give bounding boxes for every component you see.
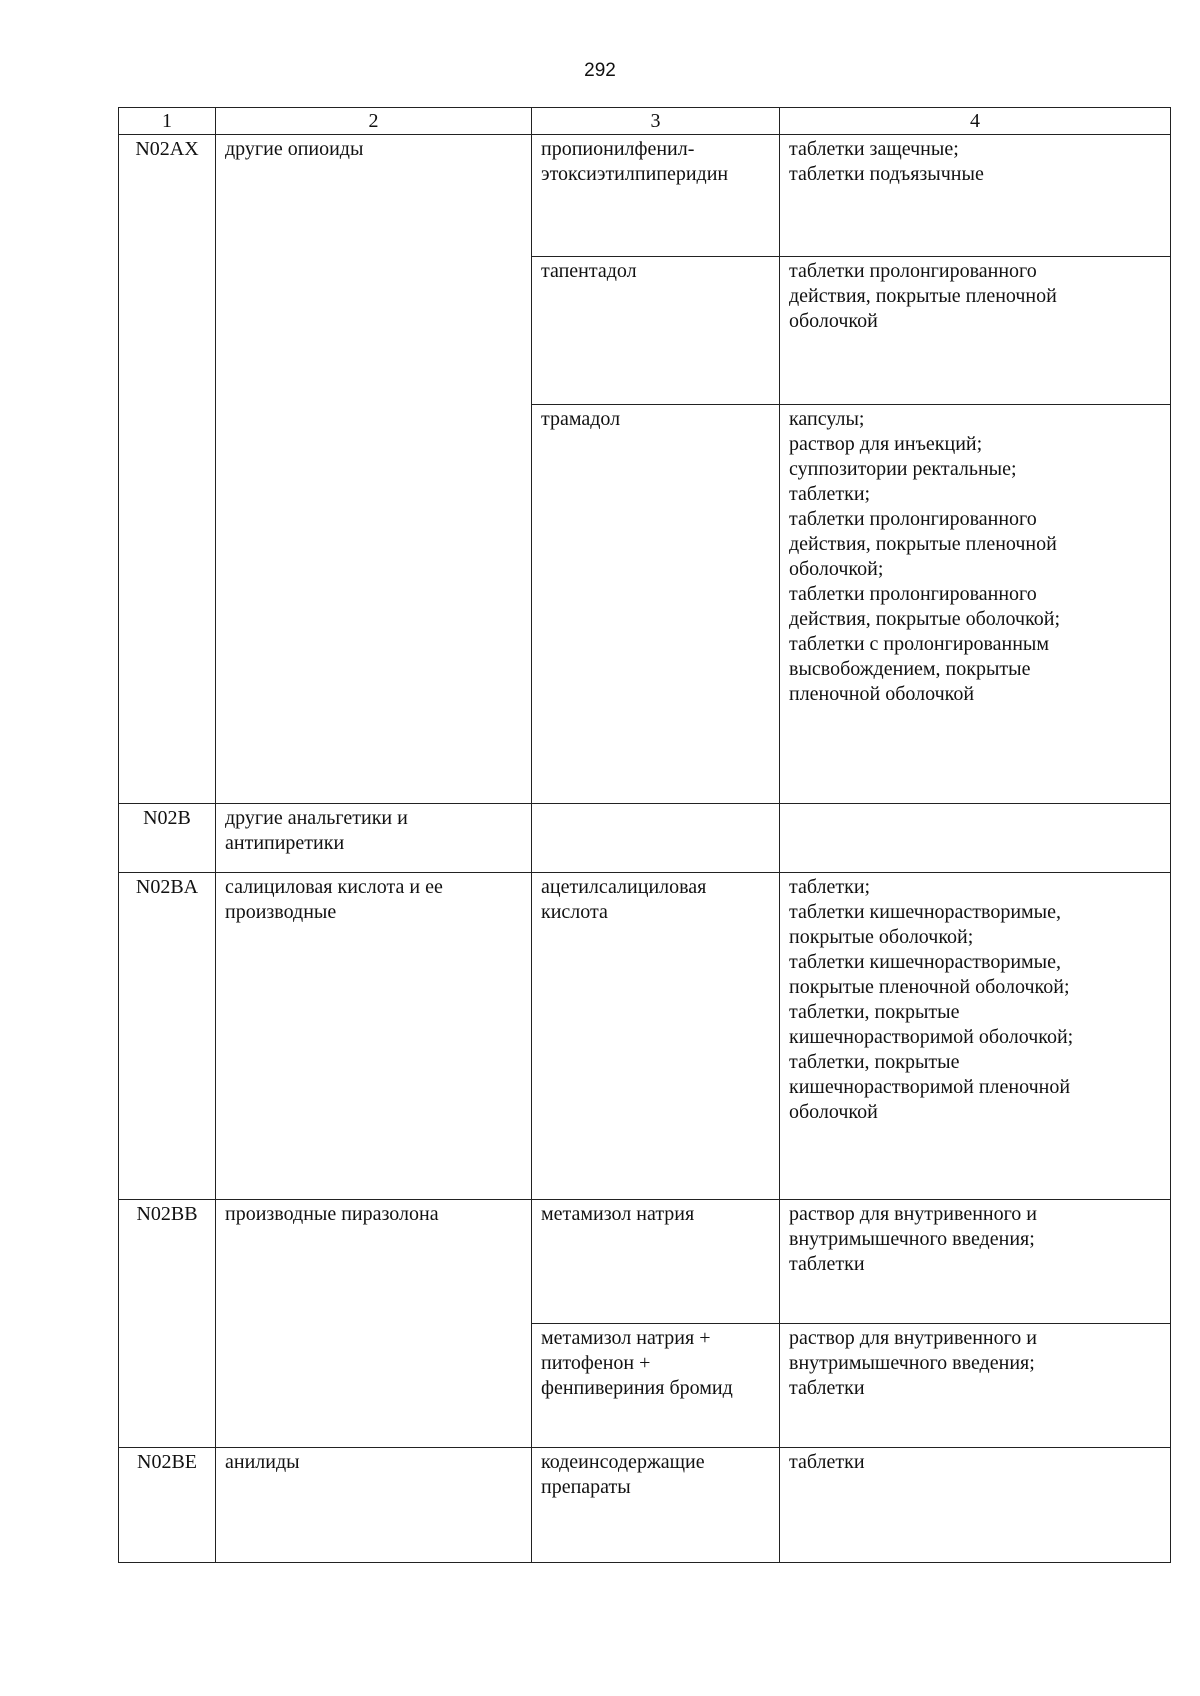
dosage-form-cell: таблетки пролонгированного действия, покрытые пленочной оболочкой [780, 257, 1171, 405]
dosage-form-cell: капсулы; раствор для инъекций; суппозитории ректальные; таблетки; таблетки пролонгированного действия, покрытые пленочной оболочкой; таблетки пролонгированного действия, покрытые оболочкой; таблетки с пролонгированным высвобождением, покрытые пленочной оболочкой [780, 405, 1171, 804]
dosage-form-cell: таблетки [780, 1448, 1171, 1563]
atc-code-cell: N02B [119, 804, 216, 873]
atc-code-cell: N02BB [119, 1200, 216, 1448]
drug-name-cell: трамадол [532, 405, 780, 804]
drug-table [118, 107, 1171, 1563]
table-row [119, 1448, 1171, 1563]
table-row [119, 873, 1171, 1200]
group-name-cell: другие опиоиды [216, 135, 532, 804]
dosage-form-cell: раствор для внутривенного и внутримышечного введения; таблетки [780, 1200, 1171, 1324]
column-number-4: 4 [780, 108, 1171, 135]
column-number-2: 2 [216, 108, 532, 135]
table-row [119, 135, 1171, 257]
group-name-cell: анилиды [216, 1448, 532, 1563]
drug-name-cell: пропионилфенил- этоксиэтилпиперидин [532, 135, 780, 257]
group-name-cell: другие анальгетики и антипиретики [216, 804, 532, 873]
dosage-form-cell: таблетки защечные; таблетки подъязычные [780, 135, 1171, 257]
group-name-cell: салициловая кислота и ее производные [216, 873, 532, 1200]
atc-code-cell: N02AX [119, 135, 216, 804]
table-row [119, 804, 1171, 873]
drug-name-cell: тапентадол [532, 257, 780, 405]
drug-name-cell: ацетилсалициловая кислота [532, 873, 780, 1200]
column-number-3: 3 [532, 108, 780, 135]
dosage-form-cell [780, 804, 1171, 873]
column-number-row [119, 108, 1171, 135]
atc-code-cell: N02BE [119, 1448, 216, 1563]
dosage-form-cell: таблетки; таблетки кишечнорастворимые, покрытые оболочкой; таблетки кишечнорастворимые, покрытые пленочной оболочкой; таблетки, покрытые кишечнорастворимой оболочкой; таблетки, покрытые кишечнорастворимой пленочной оболочкой [780, 873, 1171, 1200]
drug-name-cell: метамизол натрия [532, 1200, 780, 1324]
page-number: 292 [584, 60, 616, 81]
drug-name-cell [532, 804, 780, 873]
drug-name-cell: метамизол натрия + питофенон + фенпивериния бромид [532, 1324, 780, 1448]
drug-name-cell: кодеинсодержащие препараты [532, 1448, 780, 1563]
table-row [119, 1200, 1171, 1324]
dosage-form-cell: раствор для внутривенного и внутримышечного введения; таблетки [780, 1324, 1171, 1448]
column-number-1: 1 [119, 108, 216, 135]
atc-code-cell: N02BA [119, 873, 216, 1200]
drug-table-container [118, 107, 1171, 1563]
group-name-cell: производные пиразолона [216, 1200, 532, 1448]
